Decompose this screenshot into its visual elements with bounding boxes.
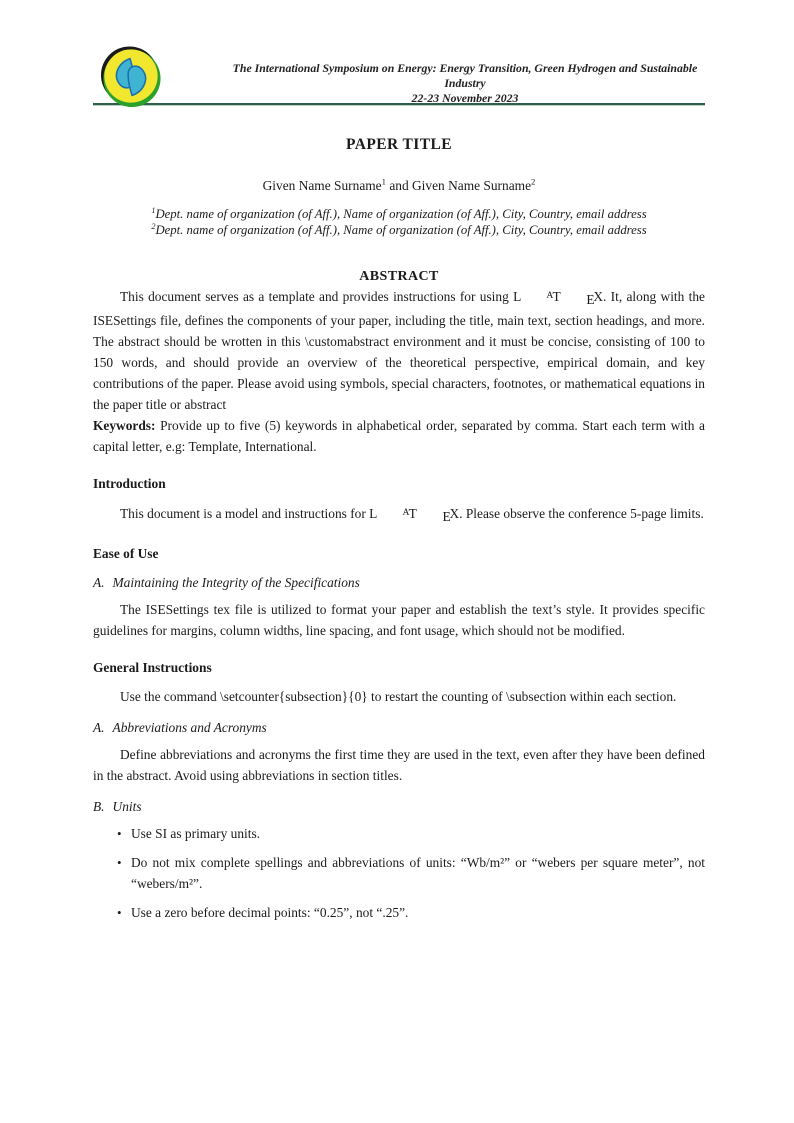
section-heading-general-instructions: General Instructions — [93, 659, 212, 675]
section-heading-introduction: Introduction — [93, 475, 166, 491]
keywords-text: Provide up to five (5) keywords in alphabetical order, separated by comma. Start each term with a capital letter, e.g: Template, International. — [93, 417, 705, 454]
subsection-title: Abbreviations and Acronyms — [112, 719, 267, 735]
author-1-name: Given Name Surname — [262, 178, 382, 193]
affiliation-2-mark: 2 — [151, 221, 156, 231]
subsection-title: Units — [112, 798, 142, 814]
integrity-paragraph: The ISESettings tex file is utilized to format your paper and establish the text’s style. It provides specific guidelines for margins, column widths, line spacing, and font usage, which should not be modified. — [93, 601, 705, 638]
keywords-paragraph — [93, 415, 705, 457]
conference-header — [93, 46, 705, 103]
authors-separator: and — [385, 178, 413, 193]
units-bullet-list — [93, 823, 705, 923]
author-2-name: Given Name Surname — [412, 178, 532, 193]
conference-info — [225, 46, 705, 106]
introduction-paragraph — [93, 502, 705, 527]
conference-title: The International Symposium on Energy: Energy Transition, Green Hydrogen and Sustainable Industry — [232, 61, 698, 90]
abbreviations-paragraph: Define abbreviations and acronyms the first time they are used in the text, even after they have been defined in the abstract. Avoid using abbreviations in section titles. — [93, 746, 705, 783]
abstract-heading: ABSTRACT — [359, 269, 439, 284]
conference-date: 22-23 November 2023 — [411, 91, 519, 105]
abstract-paragraph — [93, 285, 705, 415]
affiliation-1 — [93, 207, 705, 223]
affiliation-1-text: Dept. name of organization (of Aff.), Name of organization (of Aff.), City, Country, email address — [155, 207, 647, 221]
subsection-label: A. — [93, 719, 105, 735]
introduction-text-before: This document is a model and instructions for — [120, 505, 370, 521]
section-heading-ease-of-use: Ease of Use — [93, 545, 159, 561]
subsection-title: Maintaining the Integrity of the Specifications — [112, 574, 360, 590]
subsection-label: A. — [93, 574, 105, 590]
abstract-text-before: This document serves as a template and provides instructions for using — [120, 289, 514, 305]
latex-logo: L AT EX — [369, 505, 460, 524]
keywords-label: Keywords: — [93, 417, 156, 433]
affiliation-2 — [93, 223, 705, 239]
authors-line — [93, 178, 705, 194]
subsection-heading-integrity — [93, 575, 705, 591]
subsection-label: B. — [93, 798, 105, 814]
symposium-logo-icon — [100, 46, 162, 108]
affiliation-1-mark: 1 — [151, 205, 156, 215]
introduction-text-after: . Please observe the conference 5-page limits. — [459, 505, 704, 521]
list-item: • Use a zero before decimal points: “0.25”, not “.25”. — [131, 902, 705, 923]
paper-title: PAPER TITLE — [346, 136, 452, 153]
subsection-heading-units — [93, 799, 705, 815]
list-item: • Use SI as primary units. — [131, 823, 705, 844]
abstract-text-after: . It, along with the ISESettings file, defines the components of your paper, including the title, main text, section headings, and more. The abstract should be wrotten in this \customabstract environment and it must be concise, consisting of 100 to 150 words, and should provide an overview of the theoretical perspective, empirical domain, and key contributions of the paper. Please avoid using symbols, special characters, footnotes, or mathematical equations in the paper title or abstract — [93, 289, 705, 412]
author-1-affmark: 1 — [381, 176, 386, 187]
affiliations-block — [93, 207, 705, 238]
latex-logo: L AT EX — [513, 289, 604, 307]
list-item: • Do not mix complete spellings and abbreviations of units: “Wb/m²” or “webers per square meter”, not “webers/m²”. — [131, 852, 705, 894]
general-instructions-paragraph: Use the command \setcounter{subsection}{0} to restart the counting of \subsection within each section. — [120, 688, 677, 704]
affiliation-2-text: Dept. name of organization (of Aff.), Name of organization (of Aff.), City, Country, email address — [155, 222, 647, 237]
subsection-heading-abbreviations — [93, 720, 705, 736]
author-2-affmark: 2 — [531, 176, 536, 187]
